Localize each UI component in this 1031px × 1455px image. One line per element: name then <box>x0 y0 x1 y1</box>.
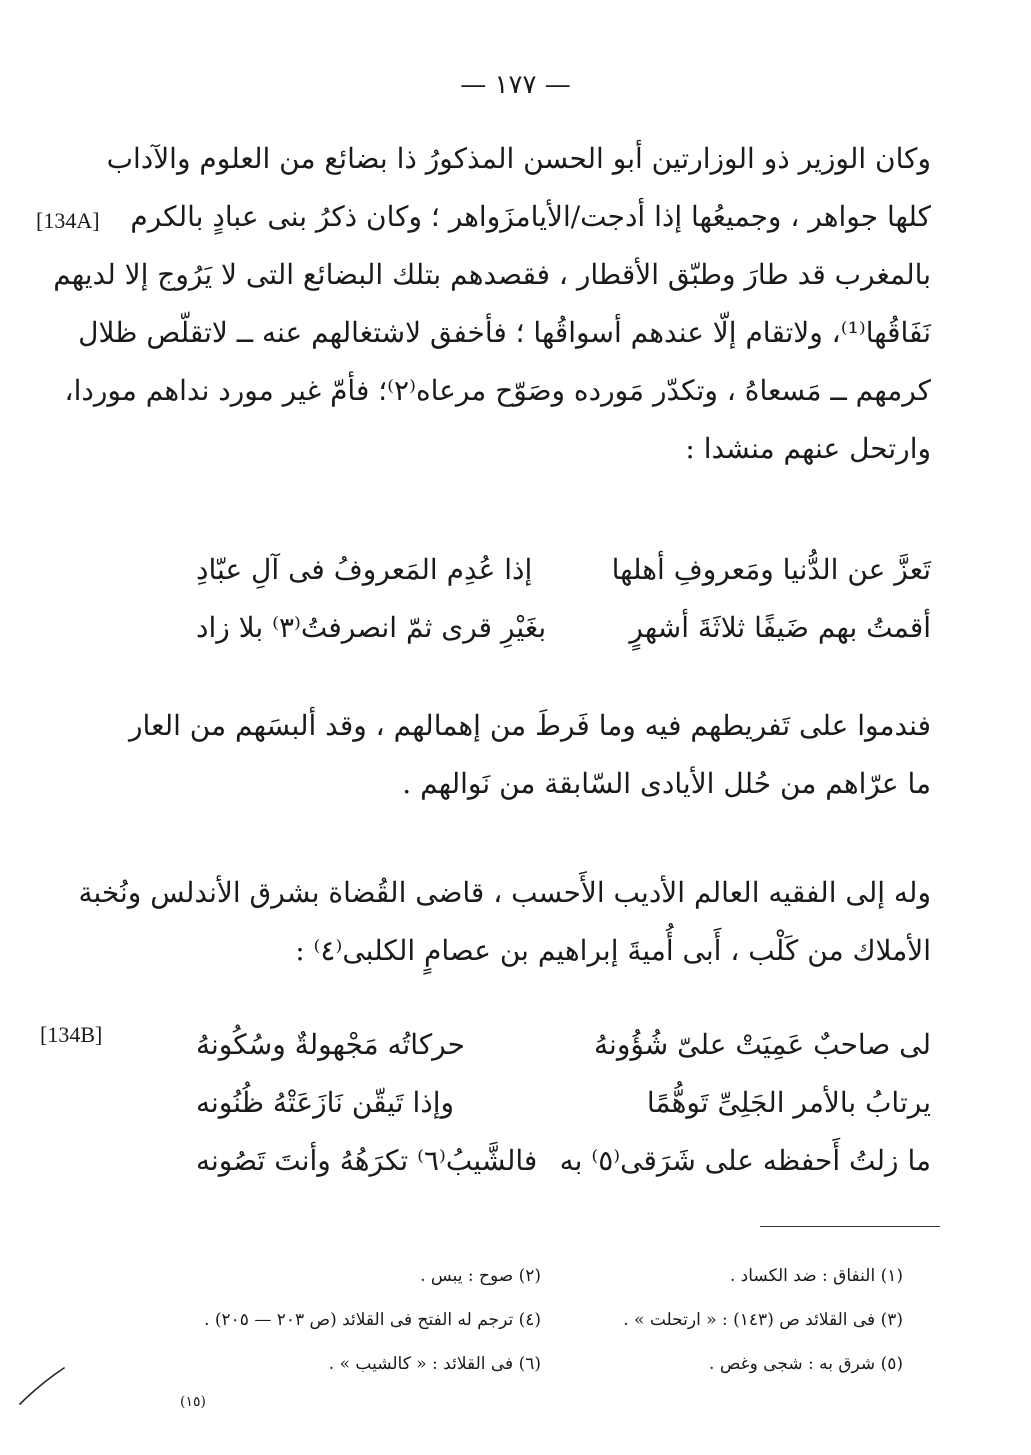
verse-first-hemistich: لى صاحبٌ عَمِيَتْ علىّ شُؤُونهُ <box>594 1027 931 1061</box>
folio-marker-134b: [134B] <box>40 1022 103 1047</box>
verse-second-hemistich: وإذا تَيقّن نَازَعَتْهُ ظُنُونه <box>196 1085 454 1119</box>
poem-verse <box>196 1015 931 1073</box>
paragraph-line: كلها جواهر ، وجميعُها إذا أدجت/الأيامزَواهر ؛ وكان ذكرُ بنى عبادٍ بالكرم <box>130 200 931 233</box>
paragraph-line: الأملاك من كَلْب ، أَبى أُميةَ إبراهيم بن عصامٍ الكلبى⁽٤⁾ : <box>295 934 931 967</box>
verse-first-hemistich: أقمتُ بهم ضَيفًا ثلاثَةَ أشهرٍ <box>629 610 931 644</box>
verse-second-hemistich: فالشَّيبُ⁽٦⁾ تكرَهُهُ وأنتَ تَصُونه <box>196 1143 538 1177</box>
paragraph-line: فندموا على تَفريطهم فيه وما فَرطَ من إهمالهم ، وقد ألبسَهم من العار <box>129 709 931 742</box>
verse-second-hemistich: حركاتُه مَجْهولةٌ وسُكُونهُ <box>196 1027 465 1061</box>
paragraph-dedication <box>78 864 931 980</box>
paragraph-line: نَفَاقُها⁽¹⁾، ولاتقام إلّا عندهم أسواقُها ؛ فأخفق لاشتغالهم عنه ــ لاتقلّص ظلال <box>78 316 931 349</box>
verse-second-hemistich: إذا عُدِم المَعروفُ فى آلِ عبّادِ <box>196 552 533 586</box>
sheet-number: (١٥) <box>180 1394 206 1410</box>
footnotes-right-column <box>583 1254 903 1386</box>
verse-first-hemistich: تَعزَّ عن الدُّنيا ومَعروفِ أهلها <box>611 552 931 586</box>
paragraph-line: وارتحل عنهم منشدا : <box>685 432 931 465</box>
verse-first-hemistich: يرتابُ بالأمر الجَلِىِّ تَوهُّمًا <box>646 1085 931 1119</box>
poem-verse <box>196 598 931 656</box>
footnote: (١) النفاق : ضد الكساد . <box>729 1266 903 1286</box>
poem-first <box>196 540 931 656</box>
footnote: (٥) شرق به : شجى وغص . <box>709 1354 903 1374</box>
footnote: (٣) فى القلائد ص (١٤٣) : « ارتحلت » . <box>623 1310 903 1330</box>
poem-verse <box>196 540 931 598</box>
paragraph-line: كرمهم ــ مَسعاهُ ، وتكدّر مَورده وصَوّح مرعاه⁽٢⁾؛ فأمّ غير مورد نداهم موردا، <box>64 374 931 407</box>
poem-second <box>196 1015 931 1189</box>
paragraph-regret <box>129 697 931 813</box>
verse-second-hemistich: بغَيْرِ قرى ثمّ انصرفتُ⁽٣⁾ بلا زاد <box>196 610 547 644</box>
folio-marker-134a: [134A] <box>36 208 100 233</box>
footnote: (٢) صوح : يبس . <box>420 1266 541 1286</box>
verse-first-hemistich: ما زلتُ أَحفظه على شَرَقى⁽٥⁾ به <box>559 1143 931 1177</box>
paragraph-line: بالمغرب قد طارَ وطبّق الأقطار ، فقصدهم بتلك البضائع التى لا يَرُوج إلا لديهم <box>53 258 931 291</box>
paragraph-line: وله إلى الفقيه العالم الأديب الأَحسب ، قاضى القُضاة بشرق الأندلس ونُخبة <box>78 876 931 909</box>
footnote: (٦) فى القلائد : « كالشيب » . <box>328 1354 541 1374</box>
footnote-divider <box>760 1226 940 1227</box>
footnote: (٤) ترجم له الفتح فى القلائد (ص ٢٠٣ — ٢٠٥) . <box>204 1310 541 1330</box>
poem-verse <box>196 1131 931 1189</box>
pen-stroke-mark <box>18 1366 68 1406</box>
paragraph-line: وكان الوزير ذو الوزارتين أبو الحسن المذكورُ ذا بضائع من العلوم والآداب <box>106 142 931 175</box>
paragraph-line: ما عرّاهم من حُلل الأيادى السّابقة من نَوالهم . <box>402 767 931 800</box>
footnotes-left-column <box>151 1254 541 1386</box>
poem-verse <box>196 1073 931 1131</box>
page-number: — ١٧٧ — <box>460 70 571 100</box>
